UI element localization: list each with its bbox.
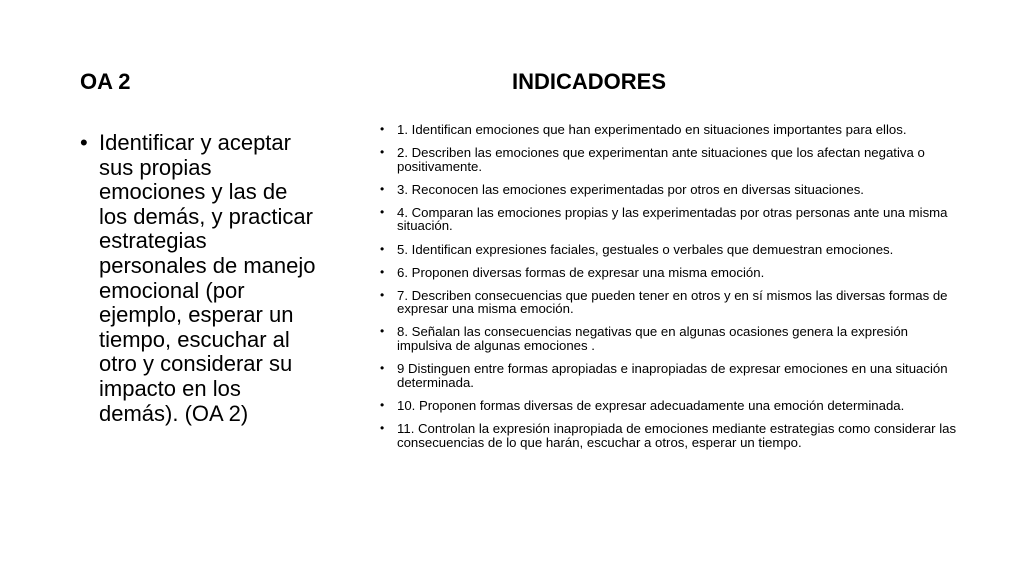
bullet-icon: • <box>80 130 88 155</box>
oa-bullet-text: Identificar y aceptar sus propias emociones y las de los demás, y practicar estrategias personales de manejo emocional (por ejemplo, esperar un tiempo, escuchar al otro y considerar su impacto en los demás). (OA 2) <box>99 130 316 426</box>
indicator-text: 6. Proponen diversas formas de expresar una misma emoción. <box>397 264 765 280</box>
bullet-icon: • <box>380 145 385 160</box>
indicator-text: 1. Identifican emociones que han experimentado en situaciones importantes para ellos. <box>397 122 907 137</box>
bullet-icon: • <box>380 241 385 256</box>
indicator-item <box>380 266 965 280</box>
indicator-item <box>380 146 965 173</box>
indicator-item <box>380 362 965 389</box>
indicator-item <box>380 123 965 137</box>
oa-objective <box>80 131 320 426</box>
indicator-text: 3. Reconocen las emociones experimentadas por otros en diversas situaciones. <box>397 181 864 197</box>
indicator-text: 7. Describen consecuencias que pueden tener en otros y en sí mismos las diversas formas de expresar una misma emoción. <box>397 287 948 317</box>
indicator-item <box>380 422 965 449</box>
indicator-text: 10. Proponen formas diversas de expresar adecuadamente una emoción determinada. <box>397 397 905 413</box>
bullet-icon: • <box>380 264 385 279</box>
indicator-item <box>380 206 965 233</box>
indicadores-title: INDICADORES <box>512 69 667 94</box>
indicator-text: 4. Comparan las emociones propias y las experimentadas por otras personas ante una misma situación. <box>397 204 948 234</box>
indicators-list <box>380 123 965 459</box>
bullet-icon: • <box>380 181 385 196</box>
indicator-item <box>380 183 965 197</box>
bullet-icon: • <box>380 204 385 219</box>
oa-title: OA 2 <box>80 69 131 94</box>
bullet-icon: • <box>380 361 385 376</box>
bullet-icon: • <box>380 397 385 412</box>
bullet-icon: • <box>380 287 385 302</box>
oa-bullet-item <box>80 131 320 426</box>
indicator-item <box>380 399 965 413</box>
bullet-icon: • <box>380 122 385 136</box>
indicator-item <box>380 289 965 316</box>
indicator-text: 11. Controlan la expresión inapropiada de emociones mediante estrategias como considerar las consecuencias de lo que harán, escuchar a otros, esperar un tiempo. <box>397 420 957 450</box>
bullet-icon: • <box>380 420 385 435</box>
indicator-text: 2. Describen las emociones que experimentan ante situaciones que los afectan negativa o positivamente. <box>397 145 925 174</box>
indicator-text: 5. Identifican expresiones faciales, gestuales o verbales que demuestran emociones. <box>397 241 894 257</box>
indicator-text: 9 Distinguen entre formas apropiadas e inapropiadas de expresar emociones en una situación determinada. <box>397 361 948 390</box>
bullet-icon: • <box>380 324 385 339</box>
indicator-text: 8. Señalan las consecuencias negativas que en algunas ocasiones genera la expresión impulsiva de algunas emociones . <box>397 324 909 354</box>
indicator-item <box>380 325 965 352</box>
indicator-item <box>380 243 965 257</box>
